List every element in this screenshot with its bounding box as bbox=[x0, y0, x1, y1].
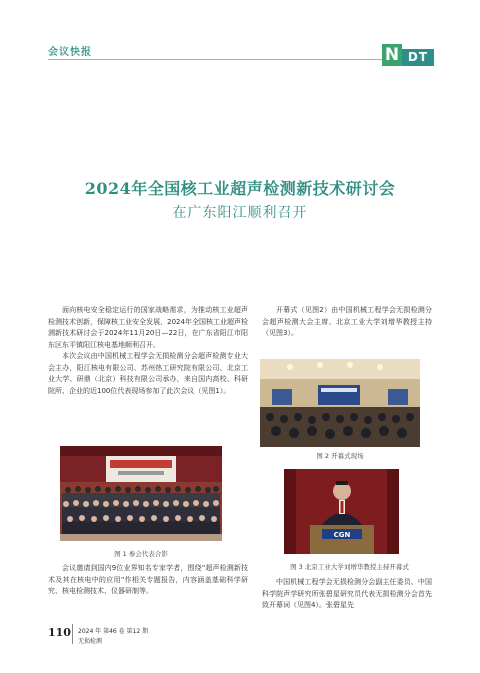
group-photo bbox=[60, 446, 222, 541]
paragraph: 本次会议由中国机械工程学会无损检测分会超声检测专业大会主办，阳江核电有限公司、苏州热工研究院有限公司、北京工业大学、研鼎（北京）科技有限公司承办，来自国内高校、科研院所、企业的近100位代表现场参加了此次会议（见图1）。 bbox=[48, 352, 248, 395]
opening-ceremony-photo bbox=[260, 359, 420, 447]
journal-name: 无损检测 bbox=[78, 638, 103, 645]
figure-3-caption: 图 3 北京工业大学刘增华教授主持开幕式 bbox=[290, 563, 409, 571]
right-column-top bbox=[262, 305, 432, 340]
podium-logo: CGN bbox=[333, 531, 351, 539]
left-column bbox=[48, 305, 248, 397]
page-number: 110 bbox=[48, 626, 71, 639]
host-speaker-photo bbox=[284, 469, 399, 554]
paragraph: 开幕式（见图2）由中国机械工程学会无损检测分会超声检测大会主席、北京工业大学刘增华教授主持（见图3）。 bbox=[262, 306, 432, 337]
footer-divider bbox=[72, 624, 73, 644]
figure-2-caption: 图 2 开幕式现场 bbox=[316, 452, 364, 460]
article-subtitle: 在广东阳江顺利召开 bbox=[172, 205, 308, 221]
left-column-bottom bbox=[48, 563, 248, 598]
section-label: 会议快报 bbox=[48, 47, 92, 58]
paragraph: 会议邀请到国内9位业界知名专家学者，围绕“超声检测新技术及其在核电中的应用”作相关专题报告，内容涵盖基础科学研究、核电检测技术、仪器研制等。 bbox=[48, 564, 248, 595]
logo-n: N bbox=[382, 44, 402, 66]
paragraph: 中国机械工程学会无损检测分会副主任委员、中国科学院声学研究所张碧星研究员代表无损检测分会首先致开幕词（见图4）。张碧星先 bbox=[262, 578, 432, 609]
article-title: 2024年全国核工业超声检测新技术研讨会 bbox=[84, 179, 396, 198]
ndt-logo bbox=[382, 44, 434, 66]
logo-dt: DT bbox=[402, 49, 434, 66]
paragraph: 面向核电安全稳定运行的国家战略需求，为推动核工业超声检测技术创新，保障核工业安全发展，2024年全国核工业超声检测新技术研讨会于2024年11月20日—22日，在广东省阳江市阳东区东平镇阳江核电基地顺利召开。 bbox=[48, 306, 248, 349]
figure-1-caption: 图 1 参会代表合影 bbox=[114, 550, 168, 558]
issue-info: 2024 年 第46 卷 第12 期 bbox=[78, 628, 149, 635]
right-column-bottom bbox=[262, 577, 432, 612]
header-rule bbox=[48, 59, 400, 60]
